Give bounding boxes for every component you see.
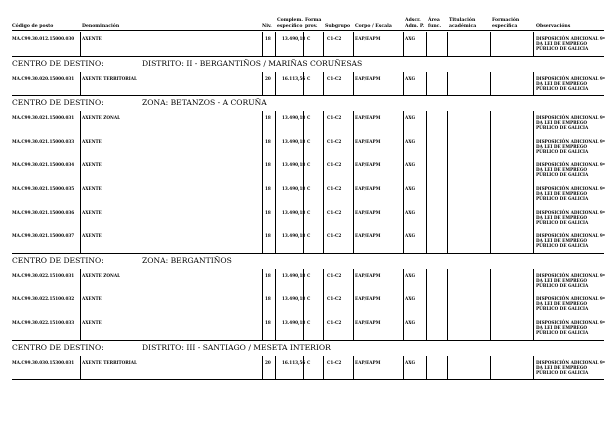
header-adscr-top: Adscr. (405, 18, 421, 23)
cell-codigo: MA.C99.30.021.15000.036 (12, 209, 75, 215)
cell-complem: 13.490,18 (282, 209, 306, 215)
cell-codigo: MA.C99.30.022.15100.031 (12, 272, 75, 278)
cell-subgrupo: C1-C2 (327, 320, 342, 325)
centro-destino-name: ZONA: BETANZOS - A CORUÑA (142, 98, 267, 108)
cell-corpo: EAP/EAPM (355, 138, 381, 144)
cell-denominacion: AXENTE (82, 233, 102, 239)
header-formacion-top: Formación (492, 18, 520, 23)
cell-corpo: EAP/EAPM (355, 320, 381, 325)
cell-complem: 13.490,18 (282, 296, 306, 302)
header-forma-top: Forma (305, 18, 322, 23)
cell-codigo: MA.C99.30.012.15000.030 (12, 36, 75, 41)
cell-subgrupo: C1-C2 (327, 359, 342, 365)
cell-niv: 18 (265, 320, 271, 325)
cell-corpo: EAP/EAPM (355, 233, 381, 239)
cell-complem: 13.490,18 (282, 272, 306, 278)
cell-observacions: DISPOSICIÓN ADICIONAL 9ª DA LEI DE EMPREGO PÚBLICO DE GALICIA (536, 186, 605, 201)
cell-complem: 13.490,18 (282, 115, 306, 121)
cell-adscr: AXG (405, 296, 416, 302)
cell-codigo: MA.C99.30.030.15300.031 (12, 359, 75, 365)
cell-denominacion: AXENTE (82, 209, 102, 215)
cell-adscr: AXG (405, 359, 416, 365)
cell-forma: C (307, 162, 311, 168)
cell-codigo: MA.C99.30.021.15000.031 (12, 115, 75, 121)
cell-codigo: MA.C99.30.021.15000.034 (12, 162, 75, 168)
cell-forma: C (307, 186, 311, 191)
cell-denominacion: AXENTE (82, 296, 102, 302)
cell-observacions: DISPOSICIÓN ADICIONAL 9ª DA LEI DE EMPREGO PÚBLICO DE GALICIA (536, 75, 605, 91)
cell-corpo: EAP/EAPM (355, 36, 381, 41)
cell-corpo: EAP/EAPM (355, 115, 381, 121)
header-observacions: Observacións (536, 24, 571, 29)
cell-corpo: EAP/EAPM (355, 162, 381, 168)
header-subgrupo: Subgrupo (325, 24, 351, 29)
cell-denominacion: AXENTE (82, 162, 102, 168)
section-rule (12, 253, 604, 254)
cell-subgrupo: C1-C2 (327, 272, 342, 278)
cell-denominacion: AXENTE (82, 138, 102, 144)
header-formacion-bottom: específica (492, 24, 518, 29)
cell-observacions: DISPOSICIÓN ADICIONAL 9ª DA LEI DE EMPREGO PÚBLICO DE GALICIA (536, 115, 605, 131)
cell-adscr: AXG (405, 272, 416, 278)
cell-codigo: MA.C99.30.022.15100.032 (12, 296, 75, 302)
cell-forma: C (307, 359, 311, 365)
cell-subgrupo: C1-C2 (327, 75, 342, 81)
cell-niv: 18 (265, 186, 271, 191)
cell-adscr: AXG (405, 233, 416, 239)
section-rule (12, 340, 604, 341)
cell-denominacion: AXENTE (82, 36, 102, 41)
section-rule (12, 56, 604, 57)
cell-observacions: DISPOSICIÓN ADICIONAL 9ª DA LEI DE EMPREGO PÚBLICO DE GALICIA (536, 359, 605, 375)
header-area-bottom: func. (428, 24, 442, 29)
cell-corpo: EAP/EAPM (355, 75, 381, 81)
cell-codigo: MA.C99.30.021.15000.033 (12, 138, 75, 144)
cell-forma: C (307, 209, 311, 215)
header-niv: Niv. (262, 24, 272, 29)
cell-niv: 18 (265, 138, 271, 144)
cell-niv: 18 (265, 272, 271, 278)
cell-subgrupo: C1-C2 (327, 233, 342, 239)
cell-niv: 20 (265, 75, 271, 81)
cell-corpo: EAP/EAPM (355, 209, 381, 215)
header-titulacion-top: Titulación (449, 18, 476, 23)
header-area-top: Área (428, 18, 440, 23)
cell-adscr: AXG (405, 209, 416, 215)
cell-complem: 13.490,18 (282, 320, 306, 325)
centro-destino-label: CENTRO DE DESTINO: (12, 58, 104, 68)
cell-forma: C (307, 75, 311, 81)
header-denominacion: Denominación (82, 24, 120, 29)
centro-destino-label: CENTRO DE DESTINO: (12, 255, 104, 265)
cell-corpo: EAP/EAPM (355, 186, 381, 191)
cell-denominacion: AXENTE TERRITORIAL (82, 359, 137, 365)
cell-forma: C (307, 233, 311, 239)
cell-adscr: AXG (405, 162, 416, 168)
centro-destino-label: CENTRO DE DESTINO: (12, 98, 104, 108)
cell-denominacion: AXENTE ZONAL (82, 272, 121, 278)
header-titulacion-bottom: académica (449, 24, 477, 29)
cell-observacions: DISPOSICIÓN ADICIONAL 9ª DA LEI DE EMPREGO PÚBLICO DE GALICIA (536, 320, 605, 335)
cell-niv: 18 (265, 296, 271, 302)
cell-corpo: EAP/EAPM (355, 272, 381, 278)
cell-complem: 16.113,56 (282, 75, 306, 81)
centro-destino-name: DISTRITO: II - BERGANTIÑOS / MARIÑAS CORUÑESAS (142, 58, 363, 68)
header-complem-bottom: específico (277, 24, 303, 29)
cell-niv: 18 (265, 209, 271, 215)
cell-complem: 16.113,56 (282, 359, 306, 365)
header-corpo: Corpo / Escala (355, 24, 392, 29)
cell-denominacion: AXENTE (82, 186, 102, 191)
cell-adscr: AXG (405, 115, 416, 121)
header-rule (12, 30, 604, 31)
cell-adscr: AXG (405, 320, 416, 325)
cell-niv: 20 (265, 359, 271, 365)
cell-codigo: MA.C99.30.021.15000.037 (12, 233, 75, 239)
cell-observacions: DISPOSICIÓN ADICIONAL 9ª DA LEI DE EMPREGO PÚBLICO DE GALICIA (536, 162, 605, 178)
cell-adscr: AXG (405, 36, 416, 41)
cell-complem: 13.490,18 (282, 186, 306, 191)
section-rule (12, 95, 604, 96)
cell-niv: 18 (265, 233, 271, 239)
centro-destino-name: ZONA: BERGANTIÑOS (142, 255, 232, 265)
cell-subgrupo: C1-C2 (327, 115, 342, 121)
cell-observacions: DISPOSICIÓN ADICIONAL 9ª DA LEI DE EMPREGO PÚBLICO DE GALICIA (536, 138, 605, 154)
cell-codigo: MA.C99.30.020.15000.031 (12, 75, 75, 81)
cell-codigo: MA.C99.30.021.15000.035 (12, 186, 75, 191)
cell-adscr: AXG (405, 138, 416, 144)
cell-complem: 13.490,18 (282, 162, 306, 168)
cell-denominacion: AXENTE (82, 320, 102, 325)
cell-forma: C (307, 320, 311, 325)
cell-complem: 13.490,18 (282, 138, 306, 144)
cell-subgrupo: C1-C2 (327, 162, 342, 168)
cell-subgrupo: C1-C2 (327, 36, 342, 41)
cell-subgrupo: C1-C2 (327, 138, 342, 144)
cell-denominacion: AXENTE ZONAL (82, 115, 121, 121)
header-forma-bottom: prov. (305, 24, 318, 29)
header-codigo: Código de posto (12, 24, 54, 29)
cell-niv: 18 (265, 115, 271, 121)
cell-forma: C (307, 115, 311, 121)
cell-forma: C (307, 272, 311, 278)
cell-forma: C (307, 296, 311, 302)
cell-complem: 13.490,18 (282, 233, 306, 239)
cell-observacions: DISPOSICIÓN ADICIONAL 9ª DA LEI DE EMPREGO PÚBLICO DE GALICIA (536, 36, 605, 51)
cell-subgrupo: C1-C2 (327, 186, 342, 191)
centro-destino-label: CENTRO DE DESTINO: (12, 342, 104, 352)
cell-forma: C (307, 138, 311, 144)
section-rule (12, 379, 604, 380)
cell-observacions: DISPOSICIÓN ADICIONAL 9ª DA LEI DE EMPREGO PÚBLICO DE GALICIA (536, 296, 605, 312)
cell-adscr: AXG (405, 75, 416, 81)
header-complem-top: Complem. (277, 18, 303, 23)
cell-observacions: DISPOSICIÓN ADICIONAL 9ª DA LEI DE EMPREGO PÚBLICO DE GALICIA (536, 233, 605, 249)
cell-subgrupo: C1-C2 (327, 296, 342, 302)
cell-subgrupo: C1-C2 (327, 209, 342, 215)
cell-corpo: EAP/EAPM (355, 296, 381, 302)
header-adscr-bottom: Adm. P. (405, 24, 425, 29)
cell-codigo: MA.C99.30.022.15100.033 (12, 320, 75, 325)
cell-observacions: DISPOSICIÓN ADICIONAL 9ª DA LEI DE EMPREGO PÚBLICO DE GALICIA (536, 272, 605, 288)
cell-niv: 18 (265, 162, 271, 168)
cell-observacions: DISPOSICIÓN ADICIONAL 9ª DA LEI DE EMPREGO PÚBLICO DE GALICIA (536, 209, 605, 225)
cell-complem: 13.490,18 (282, 36, 306, 41)
centro-destino-name: DISTRITO: III - SANTIAGO / MESETA INTERIOR (142, 342, 331, 352)
cell-niv: 18 (265, 36, 271, 41)
cell-forma: C (307, 36, 311, 41)
cell-adscr: AXG (405, 186, 416, 191)
cell-corpo: EAP/EAPM (355, 359, 381, 365)
cell-denominacion: AXENTE TERRITORIAL (82, 75, 137, 81)
